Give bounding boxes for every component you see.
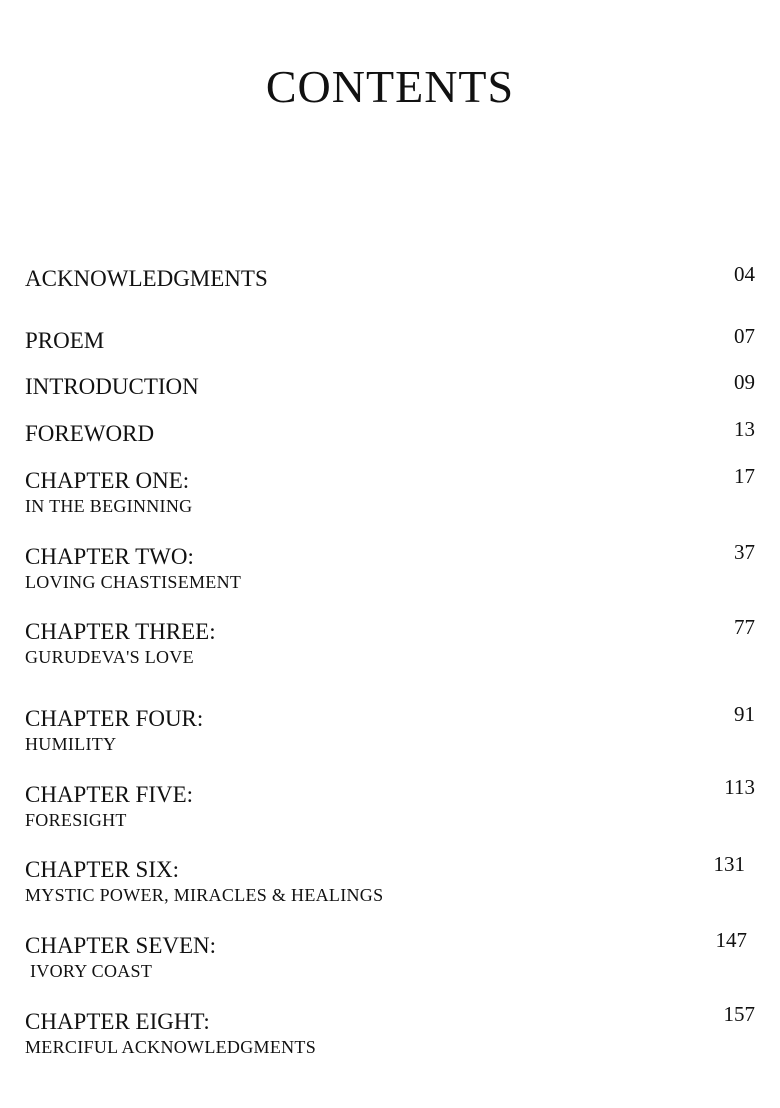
toc-entry-title: CHAPTER FIVE:	[25, 782, 194, 807]
toc-entry-page: 04	[734, 262, 755, 286]
toc-entry-subtitle: HUMILITY	[25, 734, 117, 754]
toc-entry-proem	[25, 324, 755, 355]
toc-entry-title: ACKNOWLEDGMENTS	[25, 266, 268, 291]
toc-entry-page: 113	[724, 775, 755, 799]
toc-entry-title: CHAPTER ONE:	[25, 468, 190, 493]
toc-entry-page: 37	[734, 540, 755, 564]
toc-entry-subtitle: IN THE BEGINNING	[25, 496, 193, 516]
toc-entry-page: 13	[734, 417, 755, 441]
toc-entry-subtitle: MYSTIC POWER, MIRACLES & HEALINGS	[25, 885, 384, 905]
toc-entry-chapter-one	[25, 464, 755, 517]
toc-entry-chapter-four	[25, 702, 755, 755]
toc-entry-title: FOREWORD	[25, 421, 155, 446]
toc-entry-title: CHAPTER EIGHT:	[25, 1009, 210, 1034]
toc-entry-page: 147	[715, 928, 747, 952]
toc-entry-acknowledgments	[25, 262, 755, 293]
toc-entry-foreword	[25, 417, 755, 448]
toc-entry-subtitle: MERCIFUL ACKNOWLEDGMENTS	[25, 1037, 317, 1057]
toc-entry-title: CHAPTER TWO:	[25, 544, 194, 569]
toc-entry-title: CHAPTER SIX:	[25, 857, 179, 882]
toc-entry-page: 157	[723, 1002, 755, 1026]
toc-entry-page: 07	[734, 324, 755, 348]
toc-entry-page: 17	[734, 464, 755, 488]
toc-entry-subtitle: GURUDEVA'S LOVE	[25, 647, 194, 667]
toc-entry-title: CHAPTER THREE:	[25, 619, 216, 644]
toc-entry-chapter-five	[25, 775, 755, 831]
toc-entry-page: 91	[734, 702, 755, 726]
toc-entry-title: CHAPTER FOUR:	[25, 706, 204, 731]
toc-entry-introduction	[25, 370, 755, 401]
toc-entry-title: CHAPTER SEVEN:	[25, 933, 217, 958]
toc-entry-chapter-six	[25, 852, 755, 906]
toc-entry-subtitle: FORESIGHT	[25, 810, 127, 830]
toc-entry-page: 09	[734, 370, 755, 394]
toc-entry-chapter-seven	[25, 928, 755, 982]
toc-entry-page: 77	[734, 615, 755, 639]
page-title: CONTENTS	[265, 61, 515, 112]
toc-entry-title: PROEM	[25, 328, 105, 353]
toc-entry-chapter-three	[25, 615, 755, 668]
toc-entry-chapter-eight	[25, 1002, 755, 1058]
toc-entry-title: INTRODUCTION	[25, 374, 199, 399]
toc-entry-page: 131	[713, 852, 745, 876]
toc-entry-chapter-two	[25, 540, 755, 593]
toc-entry-subtitle: LOVING CHASTISEMENT	[25, 572, 242, 592]
toc-entry-subtitle: IVORY COAST	[30, 961, 153, 981]
